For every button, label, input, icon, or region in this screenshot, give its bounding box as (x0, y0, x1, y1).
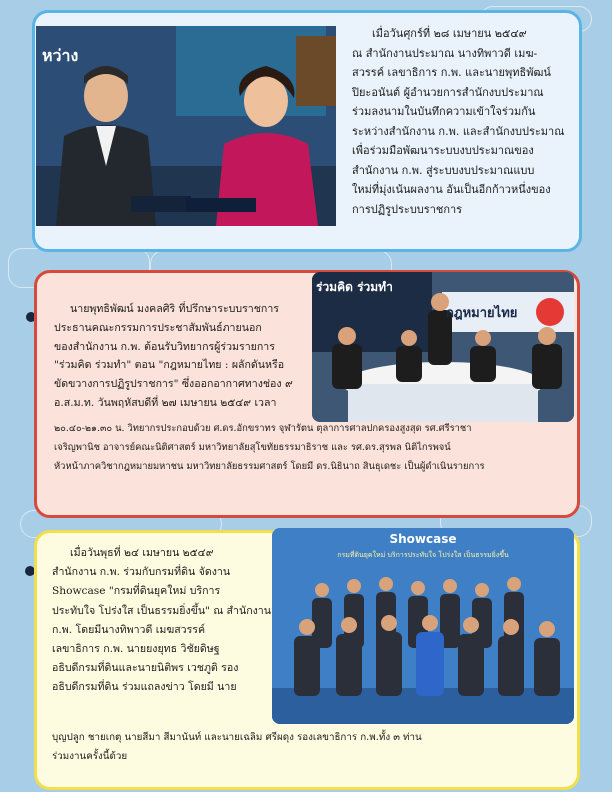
story-2-text-full (54, 420, 564, 476)
text-line: ร่วมลงนามในบันทึกความเข้าใจร่วมกัน (352, 105, 536, 118)
text-line: ระหว่างสำนักงาน ก.พ. และสำนักงบประมาณ (352, 124, 565, 138)
showcase-subtitle: กรมที่ดินยุคใหม่ บริการประทับใจ โปร่งใส เป็นธรรมยิ่งขึ้น (337, 551, 509, 559)
story-2-text-side (54, 300, 309, 413)
text-line: อ.ส.ม.ท. วันพฤหัสบดีที่ ๒๗ เมษายน ๒๕๔๙ เวลา (54, 396, 277, 409)
text-line: หัวหน้าภาควิชากฎหมายมหาชน มหาวิทยาลัยธรรมศาสตร์ โดยมี ดร.นิธินาถ สินธุเดชะ เป็นผู้ดำเนินรายการ (54, 460, 485, 472)
text-line: สวรรค์ เลขาธิการ ก.พ. และนายพุทธิพัฒน์ (352, 66, 551, 79)
text-line: Showcase "กรมที่ดินยุคใหม่ บริการ (52, 585, 221, 598)
text-line: ก.พ. โดยมีนางทิพาวดี เมฆสวรรค์ (52, 623, 206, 636)
text-line: ร่วมงานครั้งนี้ด้วย (52, 751, 128, 763)
text-line: ประทับใจ โปร่งใส เป็นธรรมยิ่งขึ้น" ณ สำนักงาน (52, 604, 271, 617)
text-line: เลขาธิการ ก.พ. นายยงยุทธ วิชัยดิษฐ (52, 643, 220, 656)
photo-caption: หว่าง (42, 46, 79, 65)
story-2-photo (312, 272, 574, 422)
text-line: สำนักงาน ก.พ. สู่ระบบงบประมาณแบบ (352, 163, 535, 177)
text-line: ของสำนักงาน ก.พ. ต้อนรับวิทยากรผู้ร่วมรายการ (54, 340, 275, 353)
text-line: ใหม่ที่มุ่งเน้นผลงาน อันเป็นอีกก้าวหนึ่งของ (352, 183, 551, 196)
text-line: ขัดขวางการปฏิรูปราชการ" ซึ่งออกอากาศทางช่อง ๙ (54, 378, 293, 391)
story-3-text-side (52, 544, 271, 698)
text-line: นายพุทธิพัฒน์ มงคลศิริ ที่ปรึกษาระบบราชการ (70, 303, 279, 315)
text-line: เจริญพานิช อาจารย์คณะนิติศาสตร์ มหาวิทยาลัยสุโขทัยธรรมาธิราช และ รศ.ดร.สุรพล นิติไกรพจน์ (54, 441, 451, 453)
text-line: ๒๐.๔๐-๒๑.๓๐ น. วิทยากรประกอบด้วย ศ.ดร.อักขราทร จุฬารัตน ตุลาการศาลปกครองสูงสุด รศ.ศรีราชา (54, 423, 472, 434)
story-3-photo (272, 528, 574, 724)
text-line: "ร่วมคิด ร่วมทำ" ตอน "กฎหมายไทย : ผลักดันหรือ (54, 359, 285, 372)
text-line: สำนักงาน ก.พ. ร่วมกับกรมที่ดิน จัดงาน (52, 566, 231, 579)
text-line: อธิบดีกรมที่ดินและนายนิติพร เวชภูติ รอง (52, 662, 239, 675)
signing-ceremony-illustration (36, 26, 336, 226)
text-line: เมื่อวันพุธที่ ๒๔ เมษายน ๒๕๔๙ (70, 547, 214, 559)
text-line: บุญปลูก ชายเกตุ นายสีมา สีมานันท์ และนายเฉลิม ศรีผดุง รองเลขาธิการ ก.พ.ทั้ง ๓ ท่าน (52, 732, 422, 743)
story-1-photo (36, 26, 336, 226)
text-line: เพื่อร่วมมือพัฒนาระบบงบประมาณของ (352, 144, 534, 157)
text-line: ประธานคณะกรรมการประชาสัมพันธ์ภายนอก (54, 321, 262, 334)
story-3-text-full (52, 728, 572, 766)
text-line: ณ สำนักงานประมาณ นางทิพาวดี เมฆ- (352, 46, 538, 60)
text-line: การปฏิรูประบบราชการ (352, 202, 463, 216)
showcase-title: Showcase (389, 532, 457, 546)
story-1-text (352, 24, 574, 219)
tv-show-banner: กฎหมายไทย (446, 306, 518, 321)
tv-show-sign: ร่วมคิด ร่วมทำ (316, 280, 393, 294)
text-line: อธิบดีกรมที่ดิน ร่วมแถลงข่าว โดยมี นาย (52, 681, 237, 694)
text-line: เมื่อวันศุกร์ที่ ๒๘ เมษายน ๒๕๔๙ (372, 27, 527, 40)
text-line: ปิยะอนันต์ ผู้อำนวยการสำนักงบประมาณ (352, 85, 544, 99)
